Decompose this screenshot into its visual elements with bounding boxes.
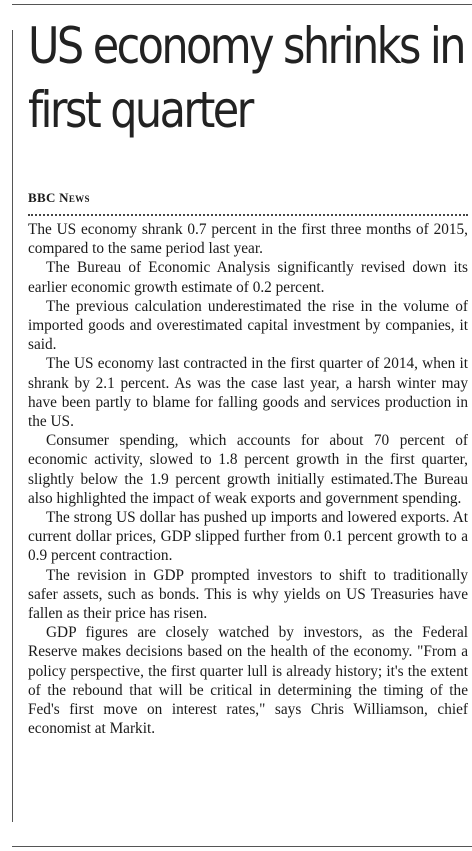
paragraph: The previous calculation underestimated the rise in the volume of imported goods and overestimated capital investment by companies, it said. xyxy=(28,297,468,354)
paragraph: The Bureau of Economic Analysis significantly revised down its earlier economic growth estimate of 0.2 percent. xyxy=(28,259,468,296)
source-byline: BBC News xyxy=(28,190,90,205)
article xyxy=(28,14,468,738)
paragraph: Consumer spending, which accounts for about 70 percent of economic activity, slowed to 1.8 percent growth in the first quarter, slightly below the 1.9 percent growth initially estimated.The Bureau also highlighted the impact of weak exports and government spending. xyxy=(28,432,468,507)
paragraph: The strong US dollar has pushed up imports and lowered exports. At current dollar prices, GDP slipped further from 0.1 percent growth to a 0.9 percent contraction. xyxy=(28,509,468,565)
paragraph: The US economy shrank 0.7 percent in the first three months of 2015, compared to the same period last year. xyxy=(28,221,468,258)
article-body xyxy=(28,220,468,738)
headline-container xyxy=(28,14,468,178)
paragraph: The US economy last contracted in the first quarter of 2014, when it shrank by 2.1 percent. As was the case last year, a harsh winter may have been partly to blame for falling goods and services production in the US. xyxy=(28,355,468,431)
dotted-divider xyxy=(28,214,468,216)
paragraph: The revision in GDP prompted investors to shift to traditionally safer assets, such as bonds. This is why yields on US Treasuries have fallen as their price has risen. xyxy=(28,566,468,623)
paragraph: GDP figures are closely watched by investors, as the Federal Reserve makes decisions based on the health of the economy. "From a policy perspective, the first quarter lull is already history; it's the extent of the rebound that will be critical in determining the timing of the Fed's first move on interest rates," says Chris Williamson, chief economist at Markit. xyxy=(28,624,468,738)
top-border-rule xyxy=(12,4,472,5)
headline: US economy shrinks in first quarter xyxy=(28,17,464,139)
bottom-border-rule xyxy=(12,846,472,847)
left-border-rule xyxy=(12,30,13,822)
